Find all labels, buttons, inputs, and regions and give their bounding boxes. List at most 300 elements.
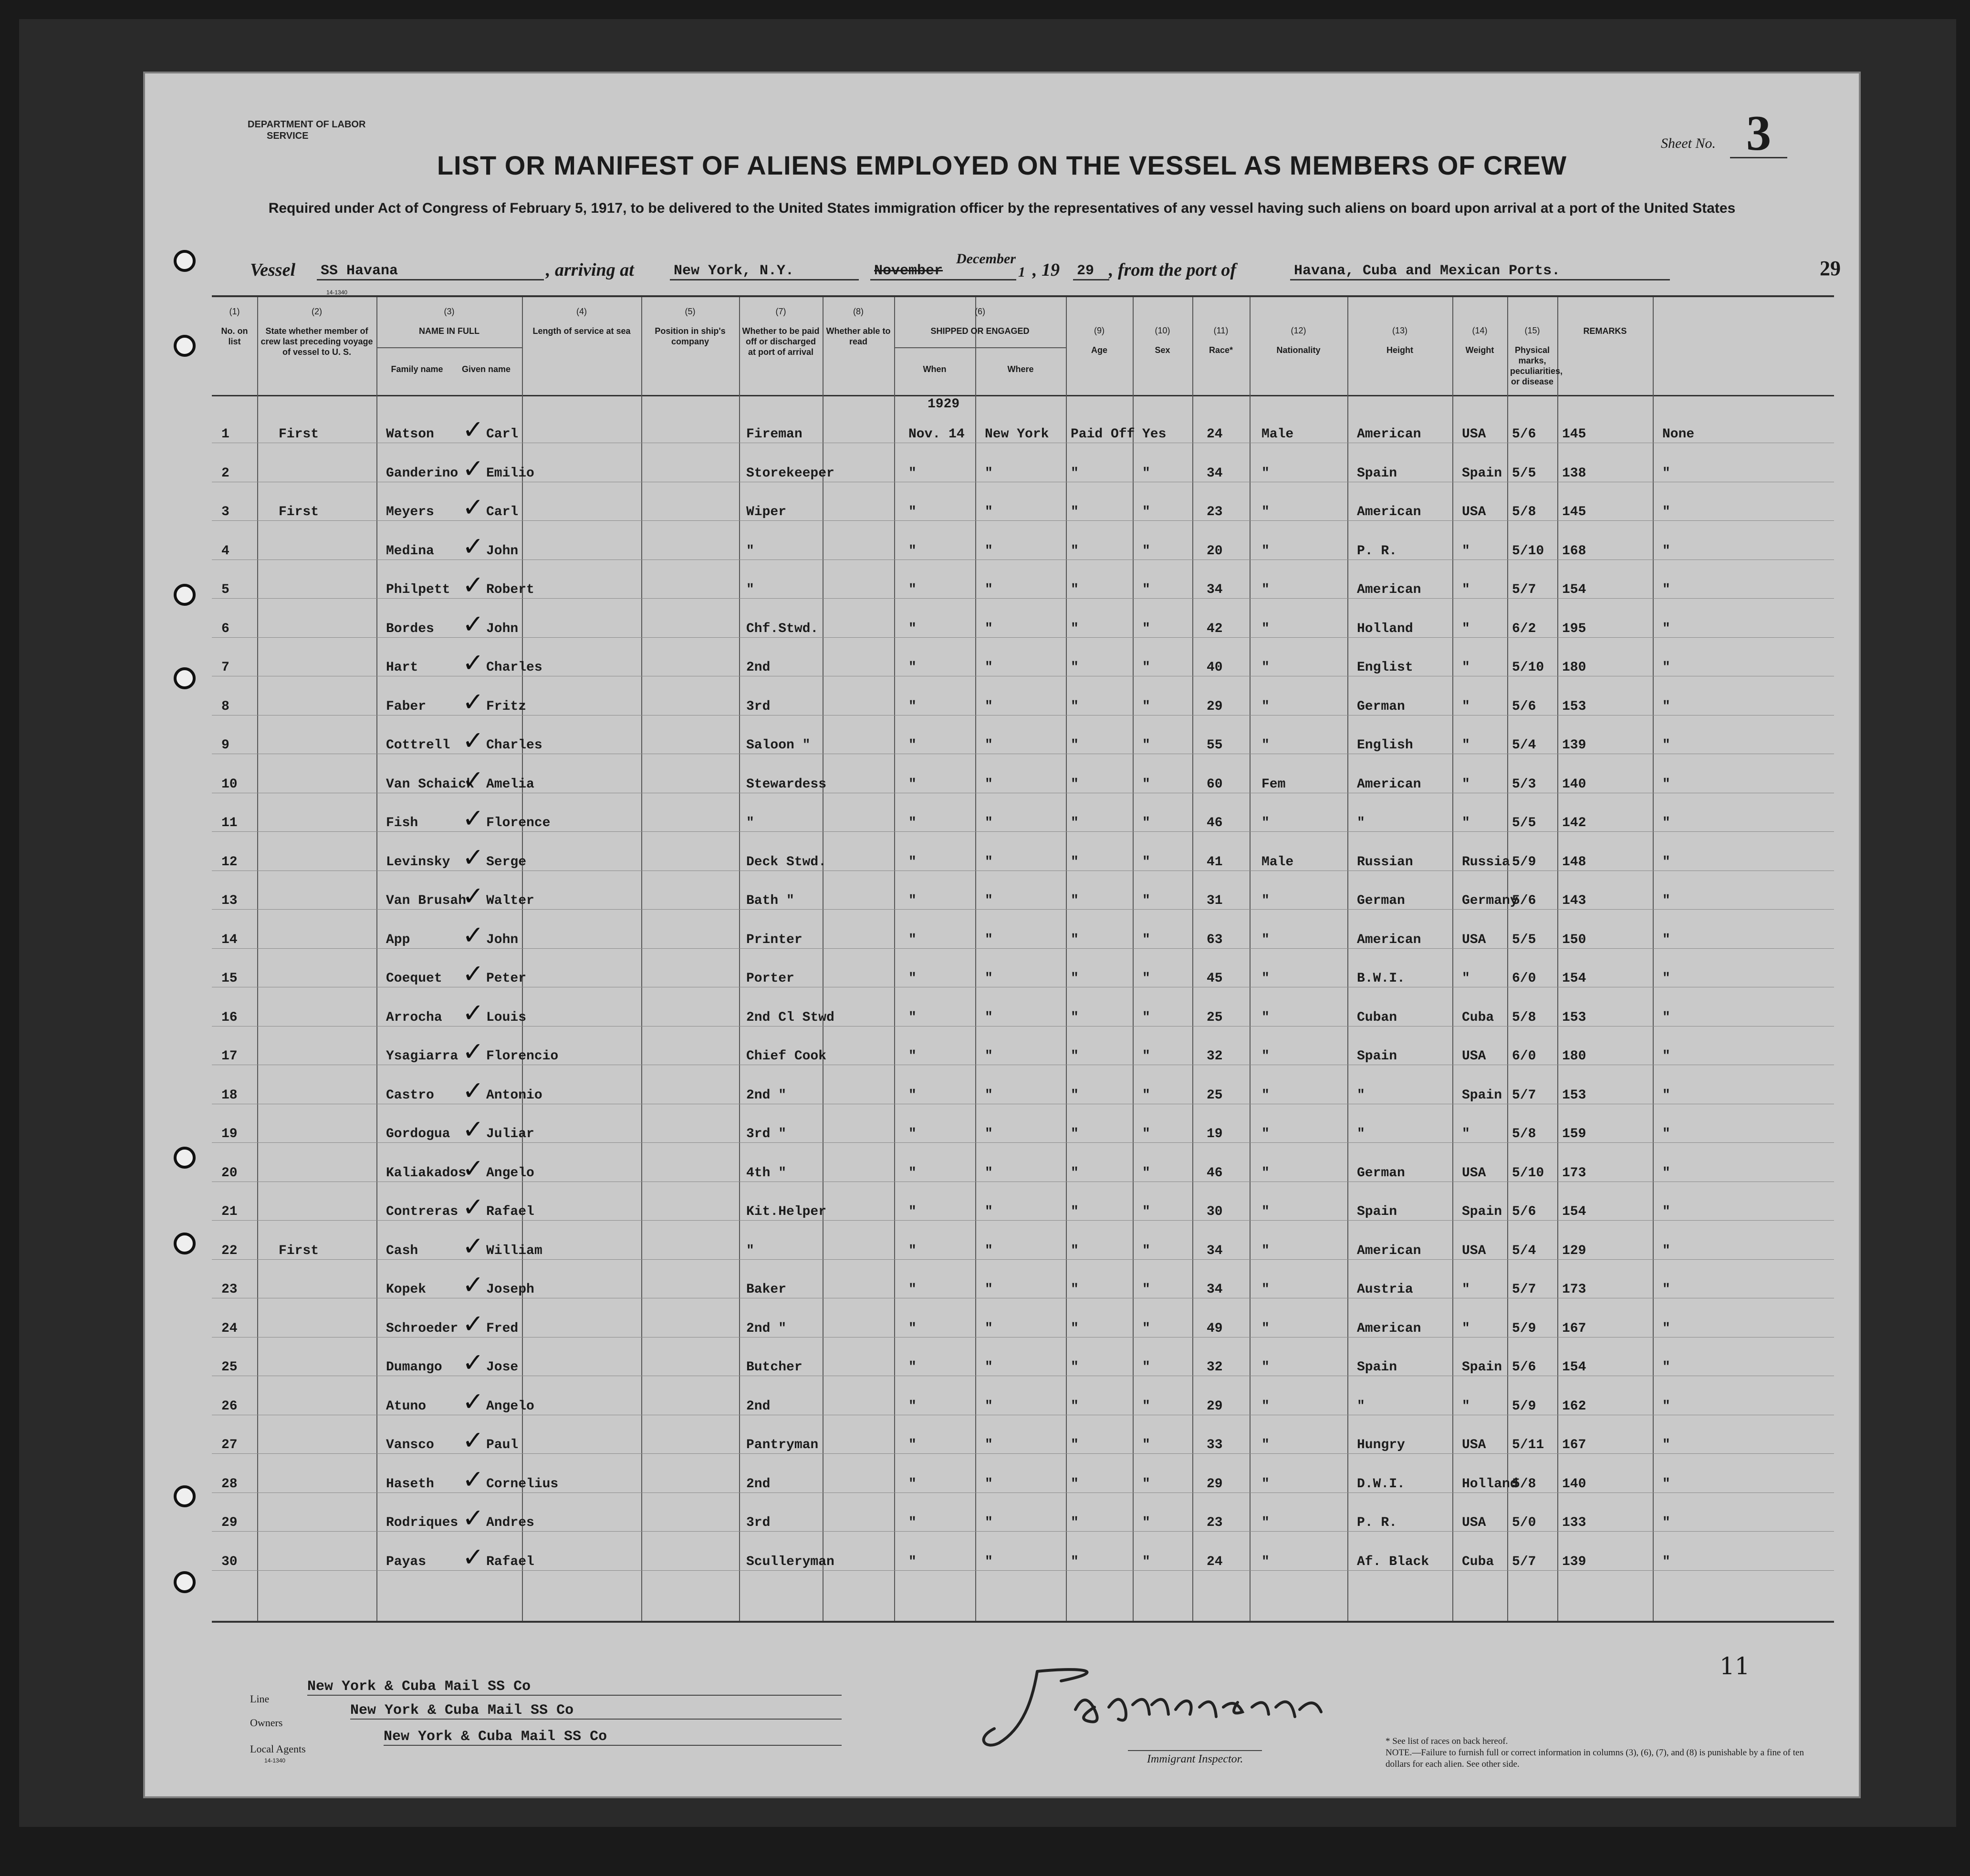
nationality: Spain bbox=[1462, 1204, 1502, 1219]
position: Stewardess bbox=[746, 777, 827, 792]
given-name: Emilio bbox=[486, 466, 534, 481]
age: 49 bbox=[1207, 1321, 1223, 1336]
physical-marks: " bbox=[1662, 1321, 1670, 1336]
column-header: SHIPPED OR ENGAGED bbox=[930, 326, 1030, 336]
paid-off: " bbox=[1071, 1088, 1079, 1103]
sex: " bbox=[1261, 738, 1270, 753]
weight: 180 bbox=[1562, 660, 1586, 675]
row-number: 24 bbox=[221, 1321, 238, 1336]
paid-off: " bbox=[1071, 971, 1079, 986]
family-name: Hart bbox=[386, 660, 418, 675]
header-subrule bbox=[376, 347, 522, 348]
position: 2nd bbox=[746, 1476, 771, 1492]
footer-notes bbox=[1386, 1736, 1815, 1874]
arrival-year: 29 bbox=[1073, 263, 1109, 280]
column-header: State whether member of crew last preceding voyage of vessel to U. S. bbox=[261, 326, 373, 357]
age: 45 bbox=[1207, 971, 1223, 986]
row-rule bbox=[212, 831, 1834, 832]
position: Kit.Helper bbox=[746, 1204, 827, 1219]
race: German bbox=[1357, 699, 1405, 714]
shipped-when: " bbox=[908, 971, 917, 986]
shipped-when: " bbox=[908, 1554, 917, 1569]
given-name: Andres bbox=[486, 1515, 534, 1530]
row-number: 9 bbox=[221, 738, 229, 753]
nationality: USA bbox=[1462, 1049, 1486, 1064]
weight: 139 bbox=[1562, 738, 1586, 753]
age: 42 bbox=[1207, 621, 1223, 636]
row-rule bbox=[212, 598, 1834, 599]
family-name: Haseth bbox=[386, 1476, 434, 1492]
shipped-where: " bbox=[985, 1165, 993, 1181]
row-number: 16 bbox=[221, 1010, 238, 1025]
family-name: Fish bbox=[386, 816, 418, 830]
physical-marks: " bbox=[1662, 543, 1670, 559]
row-number: 17 bbox=[221, 1049, 238, 1064]
nationality: USA bbox=[1462, 427, 1486, 442]
check-mark-icon: ✓ bbox=[462, 1503, 484, 1533]
sex: " bbox=[1261, 932, 1270, 947]
able-to-read: " bbox=[1142, 971, 1150, 986]
race: Holland bbox=[1357, 621, 1413, 636]
check-mark-icon: ✓ bbox=[462, 1270, 484, 1300]
nationality: Cuba bbox=[1462, 1554, 1494, 1569]
race: American bbox=[1357, 1321, 1421, 1336]
form-number-top: 14-1340 bbox=[326, 289, 348, 296]
binder-hole bbox=[174, 1233, 196, 1254]
row-number: 7 bbox=[221, 660, 229, 675]
column-header: Position in ship's company bbox=[655, 326, 726, 346]
header-subrule bbox=[975, 347, 976, 395]
column-number: (8) bbox=[853, 307, 864, 316]
column-rule bbox=[1133, 297, 1134, 1621]
race: Austria bbox=[1357, 1282, 1413, 1297]
weight: 153 bbox=[1562, 1010, 1586, 1025]
able-to-read: " bbox=[1142, 1049, 1150, 1064]
paid-off: " bbox=[1071, 1360, 1079, 1375]
family-name: Castro bbox=[386, 1088, 434, 1103]
family-name: Ganderino bbox=[386, 466, 459, 481]
family-name: Contreras bbox=[386, 1204, 459, 1219]
column-header: Whether able to read bbox=[826, 326, 891, 346]
age: 20 bbox=[1207, 543, 1223, 559]
able-to-read: " bbox=[1142, 777, 1150, 792]
given-name: Amelia bbox=[486, 777, 534, 792]
shipped-when: " bbox=[908, 1010, 917, 1025]
paid-off: " bbox=[1071, 466, 1079, 481]
physical-marks: " bbox=[1662, 1360, 1670, 1375]
sex: " bbox=[1261, 1321, 1270, 1336]
column-number: (7) bbox=[775, 307, 786, 316]
shipped-when: " bbox=[908, 582, 917, 597]
check-mark-icon: ✓ bbox=[462, 609, 484, 639]
position: Baker bbox=[746, 1282, 787, 1297]
weight: 167 bbox=[1562, 1321, 1586, 1336]
check-mark-icon: ✓ bbox=[462, 1114, 484, 1144]
shipped-where: " bbox=[985, 738, 993, 753]
age: 23 bbox=[1207, 1515, 1223, 1530]
check-mark-icon: ✓ bbox=[462, 453, 484, 484]
row-number: 18 bbox=[221, 1088, 238, 1103]
column-rule bbox=[975, 297, 976, 1621]
shipped-when: " bbox=[908, 1243, 917, 1258]
row-number: 1 bbox=[221, 427, 229, 442]
family-name: Payas bbox=[386, 1554, 427, 1569]
given-name: Charles bbox=[486, 738, 542, 753]
weight: 153 bbox=[1562, 699, 1586, 714]
check-mark-icon: ✓ bbox=[462, 881, 484, 911]
weight: 143 bbox=[1562, 893, 1586, 908]
height: 6/0 bbox=[1512, 1049, 1536, 1064]
shipped-where: " bbox=[985, 1088, 993, 1103]
shipped-when: " bbox=[908, 1049, 917, 1064]
nationality: USA bbox=[1462, 1438, 1486, 1452]
sex: " bbox=[1261, 1010, 1270, 1025]
column-rule bbox=[1192, 297, 1193, 1621]
check-mark-icon: ✓ bbox=[462, 1542, 484, 1572]
weight: 153 bbox=[1562, 1088, 1586, 1103]
given-name: Antonio bbox=[486, 1088, 542, 1103]
able-to-read: " bbox=[1142, 466, 1150, 481]
physical-marks: " bbox=[1662, 1243, 1670, 1258]
binder-hole bbox=[174, 335, 196, 357]
paid-off: " bbox=[1071, 1204, 1079, 1219]
sex: " bbox=[1261, 466, 1270, 481]
weight: 150 bbox=[1562, 932, 1586, 947]
line-value: New York & Cuba Mail SS Co bbox=[307, 1679, 842, 1696]
position: 3rd " bbox=[746, 1127, 787, 1141]
race: Russian bbox=[1357, 854, 1413, 870]
nationality: " bbox=[1462, 971, 1470, 986]
column-rule bbox=[1557, 297, 1558, 1621]
shipped-when: " bbox=[908, 1282, 917, 1297]
column-header: Height bbox=[1386, 345, 1413, 355]
age: 24 bbox=[1207, 427, 1223, 442]
weight: 133 bbox=[1562, 1515, 1586, 1530]
race: B.W.I. bbox=[1357, 971, 1405, 986]
weight: 139 bbox=[1562, 1554, 1586, 1569]
month-struck: November bbox=[870, 263, 1016, 280]
able-to-read: " bbox=[1142, 1088, 1150, 1103]
family-name: Vansco bbox=[386, 1438, 434, 1452]
check-mark-icon: ✓ bbox=[462, 726, 484, 756]
column-header: Sex bbox=[1155, 345, 1170, 355]
physical-marks: " bbox=[1662, 971, 1670, 986]
row-rule bbox=[212, 1220, 1834, 1221]
shipped-when: " bbox=[908, 932, 917, 947]
column-header: REMARKS bbox=[1583, 326, 1627, 336]
race: Af. Black bbox=[1357, 1554, 1429, 1569]
shipped-where: " bbox=[985, 1243, 993, 1258]
weight: 195 bbox=[1562, 621, 1586, 636]
shipped-when: " bbox=[908, 1438, 917, 1452]
check-mark-icon: ✓ bbox=[462, 1075, 484, 1106]
weight: 173 bbox=[1562, 1282, 1586, 1297]
able-to-read: " bbox=[1142, 1204, 1150, 1219]
physical-marks: " bbox=[1662, 1438, 1670, 1452]
paid-off: " bbox=[1071, 1554, 1079, 1569]
physical-marks: " bbox=[1662, 1282, 1670, 1297]
able-to-read: " bbox=[1142, 582, 1150, 597]
column-number: (3) bbox=[444, 307, 455, 316]
height: 5/8 bbox=[1512, 1127, 1536, 1141]
shipped-when: " bbox=[908, 660, 917, 675]
position: Chief Cook bbox=[746, 1049, 827, 1064]
paid-off: " bbox=[1071, 505, 1079, 519]
column-rule bbox=[1653, 297, 1654, 1621]
paid-off: " bbox=[1071, 1165, 1079, 1181]
sex: " bbox=[1261, 1515, 1270, 1530]
row-number: 15 bbox=[221, 971, 238, 986]
shipped-where: " bbox=[985, 1049, 993, 1064]
height: 5/5 bbox=[1512, 816, 1536, 830]
shipped-where: " bbox=[985, 1282, 993, 1297]
document-title: LIST OR MANIFEST OF ALIENS EMPLOYED ON THE VESSEL AS MEMBERS OF CREW bbox=[437, 150, 1567, 180]
sex: " bbox=[1261, 1554, 1270, 1569]
physical-marks: " bbox=[1662, 777, 1670, 792]
row-number: 14 bbox=[221, 932, 238, 947]
column-number: (1) bbox=[229, 307, 240, 316]
paid-off: " bbox=[1071, 1476, 1079, 1492]
height: 5/8 bbox=[1512, 1476, 1536, 1492]
shipped-when: " bbox=[908, 621, 917, 636]
given-name: Walter bbox=[486, 893, 534, 908]
age: 25 bbox=[1207, 1088, 1223, 1103]
able-to-read: " bbox=[1142, 1360, 1150, 1375]
family-name: Schroeder bbox=[386, 1321, 459, 1336]
physical-marks: " bbox=[1662, 816, 1670, 830]
shipped-where: " bbox=[985, 893, 993, 908]
position: Saloon " bbox=[746, 738, 811, 753]
race: Spain bbox=[1357, 466, 1397, 481]
paid-off: " bbox=[1071, 854, 1079, 870]
given-name: Florencio bbox=[486, 1049, 559, 1064]
check-mark-icon: ✓ bbox=[462, 1192, 484, 1222]
column-header: Age bbox=[1091, 345, 1107, 355]
physical-marks: " bbox=[1662, 1476, 1670, 1492]
shipped-where: " bbox=[985, 1204, 993, 1219]
arriving-label: , arriving at bbox=[546, 260, 634, 280]
manifest-footer bbox=[193, 1648, 1815, 1874]
shipped-where: " bbox=[985, 505, 993, 519]
paid-off: " bbox=[1071, 621, 1079, 636]
row-number: 27 bbox=[221, 1438, 238, 1452]
column-number: (11) bbox=[1213, 326, 1229, 335]
able-to-read: Yes bbox=[1142, 427, 1167, 442]
paid-off: " bbox=[1071, 1010, 1079, 1025]
column-number: (6) bbox=[975, 307, 985, 316]
column-number: (12) bbox=[1291, 326, 1306, 335]
shipped-where: " bbox=[985, 1360, 993, 1375]
height: 5/4 bbox=[1512, 1243, 1536, 1258]
paid-off: " bbox=[1071, 699, 1079, 714]
column-number: (13) bbox=[1392, 326, 1407, 335]
nationality: USA bbox=[1462, 932, 1486, 947]
weight: 173 bbox=[1562, 1165, 1586, 1181]
sex: Fem bbox=[1261, 777, 1286, 792]
able-to-read: " bbox=[1142, 505, 1150, 519]
race: American bbox=[1357, 582, 1421, 597]
weight: 154 bbox=[1562, 971, 1586, 986]
check-mark-icon: ✓ bbox=[462, 1153, 484, 1183]
column-number: (10) bbox=[1155, 326, 1170, 335]
shipped-when: " bbox=[908, 1399, 917, 1414]
physical-marks: " bbox=[1662, 1399, 1670, 1414]
penalty-note: NOTE.—Failure to furnish full or correct information in columns (3), (6), (7), and (8) is punishable by a fine of ten dollars for each alien. See other side. bbox=[1386, 1748, 1804, 1769]
sex: Male bbox=[1261, 427, 1294, 442]
shipped-where: " bbox=[985, 621, 993, 636]
shipped-when: " bbox=[908, 893, 917, 908]
able-to-read: " bbox=[1142, 1321, 1150, 1336]
nationality: USA bbox=[1462, 1165, 1486, 1181]
given-name: Peter bbox=[486, 971, 527, 986]
row-number: 29 bbox=[221, 1515, 238, 1530]
check-mark-icon: ✓ bbox=[462, 648, 484, 678]
race: Spain bbox=[1357, 1049, 1397, 1064]
weight: 154 bbox=[1562, 1360, 1586, 1375]
paid-off: " bbox=[1071, 1243, 1079, 1258]
binder-hole bbox=[174, 1571, 196, 1593]
shipped-where: " bbox=[985, 1399, 993, 1414]
physical-marks: " bbox=[1662, 699, 1670, 714]
age: 55 bbox=[1207, 738, 1223, 753]
given-name: John bbox=[486, 543, 519, 559]
check-mark-icon: ✓ bbox=[462, 803, 484, 833]
given-name: Paul bbox=[486, 1438, 519, 1452]
nationality: " bbox=[1462, 816, 1470, 830]
age: 30 bbox=[1207, 1204, 1223, 1219]
sex: " bbox=[1261, 1282, 1270, 1297]
given-name: Angelo bbox=[486, 1165, 534, 1181]
shipped-when: " bbox=[908, 1165, 917, 1181]
height: 5/10 bbox=[1512, 543, 1544, 559]
document-subtitle: Required under Act of Congress of February 5, 1917, to be delivered to the United States immigration officer by the representatives of any vessel having such aliens on board upon arrival at a port of the United States bbox=[268, 200, 1736, 216]
height: 5/9 bbox=[1512, 1321, 1536, 1336]
nationality: Germany bbox=[1462, 893, 1518, 908]
nationality: " bbox=[1462, 543, 1470, 559]
sex: " bbox=[1261, 1360, 1270, 1375]
given-name: Jose bbox=[486, 1360, 519, 1375]
able-to-read: " bbox=[1142, 854, 1150, 870]
age: 32 bbox=[1207, 1360, 1223, 1375]
row-rule bbox=[212, 520, 1834, 521]
nationality: " bbox=[1462, 582, 1470, 597]
given-name: Rafael bbox=[486, 1204, 534, 1219]
sheet-number-label: Sheet No. bbox=[1661, 135, 1716, 151]
nationality: " bbox=[1462, 660, 1470, 675]
nationality: " bbox=[1462, 1321, 1470, 1336]
position: Printer bbox=[746, 932, 803, 947]
height: 5/6 bbox=[1512, 1360, 1536, 1375]
race: P. R. bbox=[1357, 1515, 1397, 1530]
shipped-where: " bbox=[985, 971, 993, 986]
able-to-read: " bbox=[1142, 1165, 1150, 1181]
paid-off: " bbox=[1071, 1321, 1079, 1336]
column-rule bbox=[376, 297, 377, 1621]
able-to-read: " bbox=[1142, 1515, 1150, 1530]
physical-marks: " bbox=[1662, 582, 1670, 597]
race: " bbox=[1357, 1088, 1365, 1103]
able-to-read: " bbox=[1142, 738, 1150, 753]
height: 5/4 bbox=[1512, 738, 1536, 753]
physical-marks: " bbox=[1662, 1049, 1670, 1064]
physical-marks: " bbox=[1662, 1127, 1670, 1141]
paid-off: " bbox=[1071, 582, 1079, 597]
physical-marks: " bbox=[1662, 1204, 1670, 1219]
manifest-sheet bbox=[143, 72, 1861, 1874]
shipped-where: " bbox=[985, 854, 993, 870]
age: 25 bbox=[1207, 1010, 1223, 1025]
age: 19 bbox=[1207, 1127, 1223, 1141]
family-name: Kopek bbox=[386, 1282, 427, 1297]
physical-marks: " bbox=[1662, 621, 1670, 636]
nationality: Spain bbox=[1462, 1360, 1502, 1375]
nationality: Spain bbox=[1462, 1088, 1502, 1103]
sex: " bbox=[1261, 971, 1270, 986]
check-mark-icon: ✓ bbox=[462, 686, 484, 717]
row-number: 3 bbox=[221, 505, 229, 519]
paid-off: " bbox=[1071, 1438, 1079, 1452]
column-rule bbox=[739, 297, 740, 1621]
row-number: 19 bbox=[221, 1127, 238, 1141]
shipped-when: " bbox=[908, 1204, 917, 1219]
shipped-where: " bbox=[985, 543, 993, 559]
nationality: " bbox=[1462, 1282, 1470, 1297]
line-label: Line bbox=[250, 1693, 270, 1705]
paid-off: " bbox=[1071, 816, 1079, 830]
column-header: NAME IN FULL bbox=[419, 326, 479, 336]
sex: " bbox=[1261, 582, 1270, 597]
nationality: USA bbox=[1462, 1243, 1486, 1258]
physical-marks: " bbox=[1662, 505, 1670, 519]
able-to-read: " bbox=[1142, 1243, 1150, 1258]
agents-label: Local Agents bbox=[250, 1743, 306, 1755]
header-subrule bbox=[894, 347, 1066, 348]
sheet-number-value: 3 bbox=[1730, 109, 1787, 158]
sex: " bbox=[1261, 1204, 1270, 1219]
column-header: When bbox=[923, 364, 947, 374]
family-name: Coequet bbox=[386, 971, 442, 986]
row-rule bbox=[212, 1453, 1834, 1454]
position: Storekeeper bbox=[746, 466, 834, 481]
age: 34 bbox=[1207, 582, 1223, 597]
race: American bbox=[1357, 1243, 1421, 1258]
row-rule bbox=[212, 1570, 1834, 1571]
race: Hungry bbox=[1357, 1438, 1405, 1452]
given-name: Carl bbox=[486, 427, 519, 442]
check-mark-icon: ✓ bbox=[462, 842, 484, 872]
age: 40 bbox=[1207, 660, 1223, 675]
shipped-when: " bbox=[908, 1476, 917, 1492]
nationality: " bbox=[1462, 1399, 1470, 1414]
shipped-when: " bbox=[908, 466, 917, 481]
row-number: 5 bbox=[221, 582, 229, 597]
weight: 154 bbox=[1562, 1204, 1586, 1219]
able-to-read: " bbox=[1142, 699, 1150, 714]
able-to-read: " bbox=[1142, 932, 1150, 947]
weight: 168 bbox=[1562, 543, 1586, 559]
sex: " bbox=[1261, 1243, 1270, 1258]
inspector-signature bbox=[966, 1662, 1443, 1757]
shipped-when: " bbox=[908, 1127, 917, 1141]
row-number: 20 bbox=[221, 1165, 238, 1181]
side-mark: 11 bbox=[1720, 1652, 1750, 1680]
given-name: John bbox=[486, 621, 519, 636]
physical-marks: " bbox=[1662, 854, 1670, 870]
shipped-where: " bbox=[985, 1554, 993, 1569]
arrival-day: 1 bbox=[1018, 264, 1025, 280]
nationality: Cuba bbox=[1462, 1010, 1494, 1025]
check-mark-icon: ✓ bbox=[462, 492, 484, 522]
